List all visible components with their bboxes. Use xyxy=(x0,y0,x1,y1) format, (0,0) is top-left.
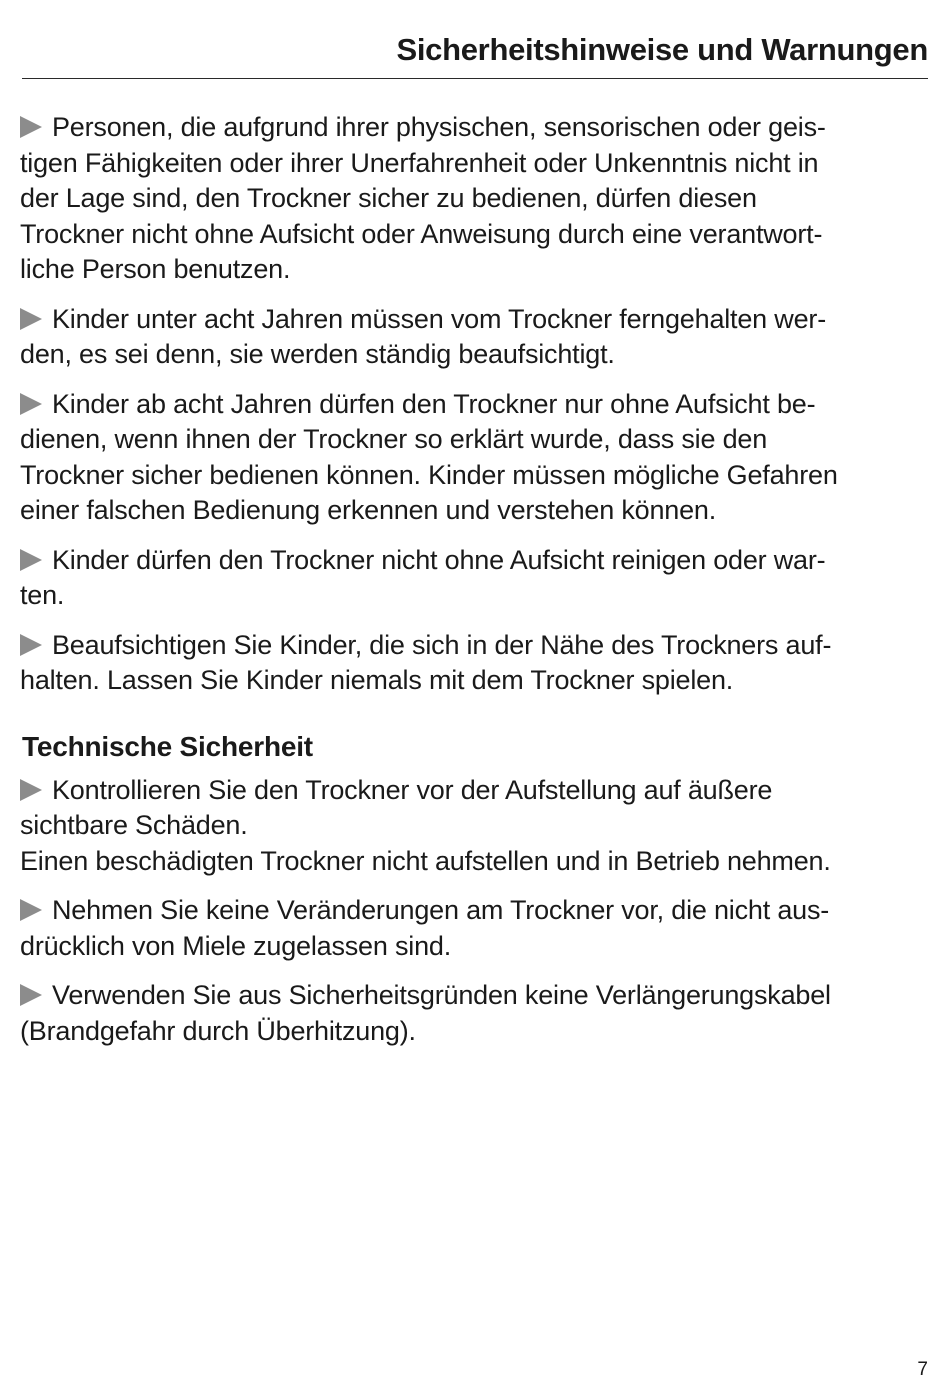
text-line: Trockner nicht ohne Aufsicht oder Anweisung durch eine verantwort- xyxy=(20,218,823,249)
text-line: Kinder ab acht Jahren dürfen den Trockner nur ohne Aufsicht be- xyxy=(52,388,816,419)
text-line: Trockner sicher bedienen können. Kinder müssen mögliche Gefahren xyxy=(20,459,838,490)
warning-paragraph xyxy=(20,110,932,288)
text-line: Kinder unter acht Jahren müssen vom Trockner ferngehalten wer- xyxy=(52,303,826,334)
triangle-bullet-icon xyxy=(20,984,42,1006)
text-line: den, es sei denn, sie werden ständig beaufsichtigt. xyxy=(20,339,615,369)
page-content xyxy=(20,110,932,1063)
text-line: drücklich von Miele zugelassen sind. xyxy=(20,930,452,961)
section-heading: Technische Sicherheit xyxy=(22,730,313,762)
text-line: (Brandgefahr durch Überhitzung). xyxy=(20,1015,416,1046)
text-line: liche Person benutzen. xyxy=(20,254,291,284)
text-line: sichtbare Schäden. xyxy=(20,810,248,840)
triangle-bullet-icon xyxy=(20,549,42,571)
page-number: 7 xyxy=(917,1359,928,1380)
triangle-bullet-icon xyxy=(20,393,42,415)
text-line: Kinder dürfen den Trockner nicht ohne Aufsicht reinigen oder war- xyxy=(52,544,826,575)
text-line: Personen, die aufgrund ihrer physischen, sensorischen oder geis- xyxy=(52,112,826,142)
text-line: Nehmen Sie keine Veränderungen am Trockner vor, die nicht aus- xyxy=(52,895,830,925)
warning-paragraph xyxy=(20,893,932,964)
text-line: dienen, wenn ihnen der Trockner so erklärt wurde, dass sie den xyxy=(20,424,768,454)
text-line: halten. Lassen Sie Kinder niemals mit dem Trockner spielen. xyxy=(20,665,734,695)
warning-paragraph xyxy=(20,387,932,529)
text-line: Beaufsichtigen Sie Kinder, die sich in der Nähe des Trockners auf- xyxy=(52,629,832,660)
text-line: der Lage sind, den Trockner sicher zu bedienen, dürfen diesen xyxy=(20,183,757,213)
warning-paragraph xyxy=(20,302,932,373)
text-line: tigen Fähigkeiten oder ihrer Unerfahrenheit oder Unkenntnis nicht in xyxy=(20,147,819,178)
warning-paragraph xyxy=(20,543,932,614)
triangle-bullet-icon xyxy=(20,308,42,330)
page-title: Sicherheitshinweise und Warnungen xyxy=(396,32,928,67)
warning-paragraph xyxy=(20,628,932,699)
warning-paragraph xyxy=(20,978,932,1049)
text-line: Verwenden Sie aus Sicherheitsgründen keine Verlängerungskabel xyxy=(52,980,831,1010)
triangle-bullet-icon xyxy=(20,634,42,656)
warning-paragraph xyxy=(20,773,932,880)
triangle-bullet-icon xyxy=(20,116,42,138)
triangle-bullet-icon xyxy=(20,899,42,921)
text-line: Einen beschädigten Trockner nicht aufstellen und in Betrieb nehmen. xyxy=(20,845,831,876)
text-line: einer falschen Bedienung erkennen und verstehen können. xyxy=(20,495,717,525)
text-line: ten. xyxy=(20,580,65,610)
triangle-bullet-icon xyxy=(20,779,42,801)
page-header xyxy=(22,28,928,79)
text-line: Kontrollieren Sie den Trockner vor der Aufstellung auf äußere xyxy=(52,774,773,805)
